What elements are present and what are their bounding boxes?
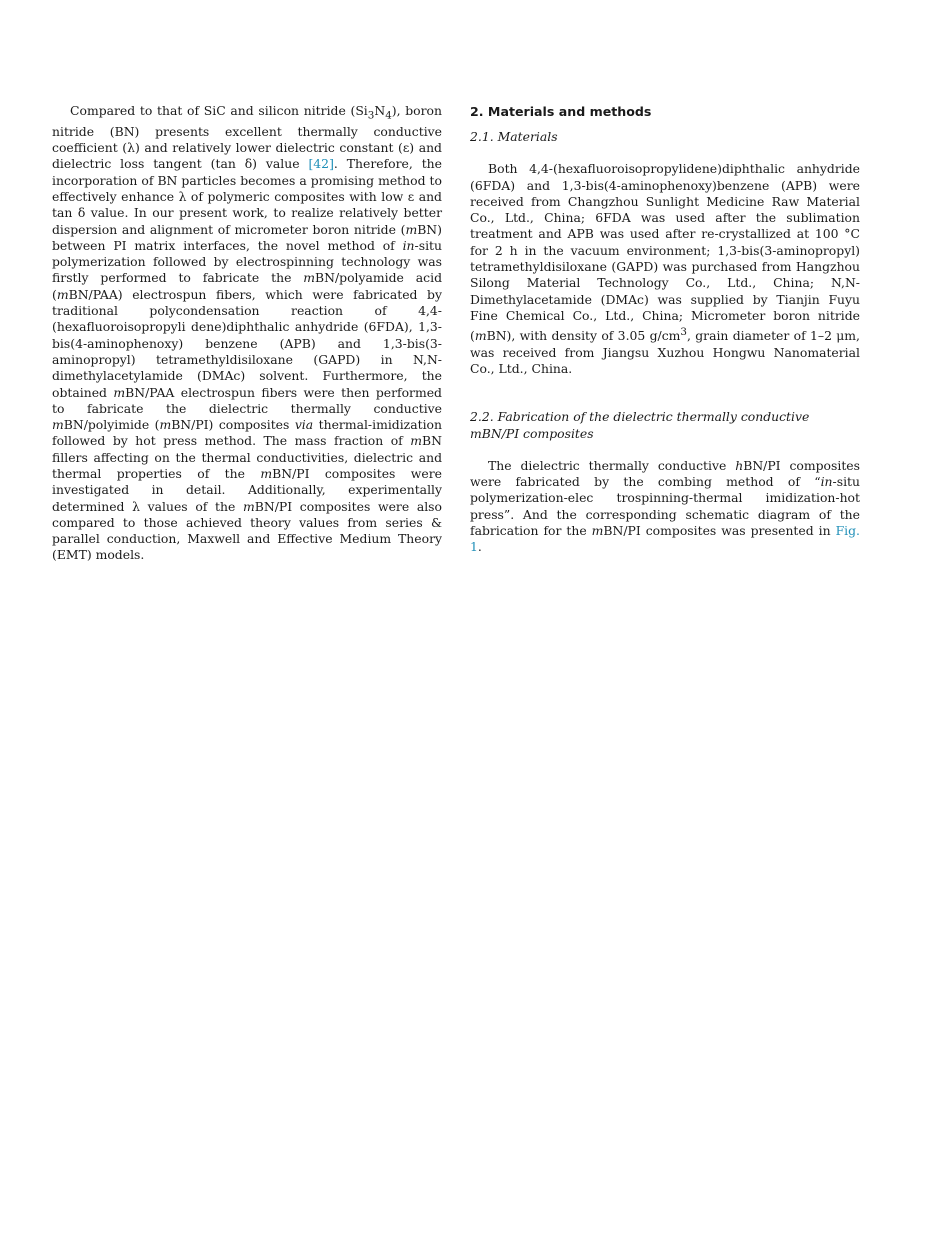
subscript: 3 — [367, 109, 375, 122]
reference-link-42[interactable]: [42] — [308, 156, 334, 172]
italic-in: in — [402, 237, 415, 253]
text-run: BN/PAA) electrospun fibers, which were fabricated by traditional polycondensation reaction of 4,4-(hexafluoroisopropyli dene)diphthalic anhydride (6FDA), 1,3-bis(4-aminophenoxy) benzene (APB) and 1,3-bis(3-aminopropyl) tetramethyldisiloxane (GAPD) in N,N-dimethylacetylamide (DMAc) solvent. Furthermore, the obtained — [52, 286, 442, 400]
italic-m: m — [260, 466, 273, 481]
text-run: BN/PI composites were also compared to those achieved theory values from series & parallel conduction, Maxwell and Effective Medium Theory (EMT) models. — [52, 498, 442, 563]
text-run: BN/PI composites were fabricated by the combing method of “ — [470, 457, 861, 490]
text-run: -situ polymerization followed by electrospinning technology was firstly performed to fabricate the — [52, 237, 442, 286]
text-run: . — [477, 539, 482, 555]
italic-in: in — [820, 474, 833, 490]
text-run: thermal-imidization followed by hot press method. The mass fraction of — [52, 417, 442, 449]
text-run: BN) between PI matrix interfaces, the novel method of — [52, 221, 442, 253]
italic-m: m — [474, 328, 487, 344]
text-run: BN/PI composites were investigated in detail. Additionally, experimentally determined λ values of the — [52, 466, 442, 514]
figure-link-1[interactable]: Fig. 1 — [470, 523, 860, 555]
text-run: BN/PI) composites — [171, 417, 295, 433]
intro-paragraph — [52, 103, 442, 564]
text-run: BN fillers affecting on the thermal conductivities, dielectric and thermal properties of the — [52, 433, 442, 481]
text-run: , grain diameter of 1–2 μm, was received from Jiangsu Xuzhou Hongwu Nanomaterial Co., Ltd., China. — [470, 328, 860, 376]
superscript: 3 — [680, 326, 687, 339]
subsection-title-materials: 2.1. Materials — [470, 129, 558, 144]
italic-m: m — [159, 417, 172, 433]
fabrication-paragraph — [470, 458, 860, 556]
spacer — [470, 377, 860, 409]
materials-paragraph — [470, 161, 860, 377]
italic-m: m — [591, 523, 604, 539]
text-run: BN), with density of 3.05 g/cm — [486, 328, 681, 344]
spacer — [470, 442, 860, 458]
subscript: 4 — [385, 109, 392, 122]
text-run: Both 4,4-(hexafluoroisopropylidene)diphthalic anhydride (6FDA) and 1,3-bis(4-aminophenoxy)benzene (APB) were received from Changzhou Sunlight Medicine Raw Material Co., Ltd., China; 6FDA was used after the sublimation treatment and APB was used after re-crystallized at 100 °C for 2 h in the vacuum environment; 1,3-bis(3-aminopropyl) tetramethyldisiloxane (GAPD) was purchased from Hangzhou Silong Material Technology Co., Ltd., China; N,N-Dimethylacetamide (DMAc) was supplied by Tianjin Fuyu Fine Chemical Co., Ltd., China; Micrometer boron nitride ( — [470, 161, 860, 344]
right-column — [470, 103, 860, 556]
spacer — [470, 145, 860, 161]
section-title: 2. Materials and methods — [470, 104, 652, 119]
text-run: ), boron nitride (BN) presents excellent thermally conductive coefficient (λ) and relatively lower dielectric constant (ε) and dielectric loss tangent (tan δ) value — [52, 103, 443, 172]
italic-m: m — [52, 417, 64, 433]
text-run: . Therefore, the incorporation of BN particles becomes a promising method to effectively enhance λ of polymeric composites with low ε and tan δ value. In our present work, to realize relatively better dispersion and alignment of micrometer boron nitride ( — [52, 156, 442, 237]
text-run: -situ polymerization-elec trospinning-thermal imidization-hot press”. And the corresponding schematic diagram of the fabrication for the — [470, 474, 860, 539]
italic-m: m — [303, 270, 316, 286]
italic-via: via — [294, 417, 314, 433]
left-column — [52, 103, 442, 564]
subsection-title-fabrication: 2.2. Fabrication of the dielectric thermally conductive mBN/PI composites — [470, 409, 810, 441]
text-run: BN/polyimide ( — [63, 417, 160, 433]
italic-m: m — [405, 221, 418, 237]
text-run: Compared to that of SiC and silicon nitride (Si — [70, 103, 368, 118]
italic-m: m — [243, 498, 255, 514]
italic-m: m — [113, 384, 126, 400]
italic-m: m — [56, 286, 69, 302]
text-run: The dielectric thermally conductive — [488, 457, 736, 473]
text-run: BN/polyamide acid ( — [52, 270, 443, 302]
italic-m: m — [410, 433, 423, 449]
italic-h: h — [735, 457, 744, 473]
text-run: BN/PI composites was presented in — [603, 523, 836, 539]
text-run: N — [374, 103, 386, 118]
text-run: BN/PAA electrospun fibers were then performed to fabricate the dielectric thermally conductive — [52, 384, 442, 416]
